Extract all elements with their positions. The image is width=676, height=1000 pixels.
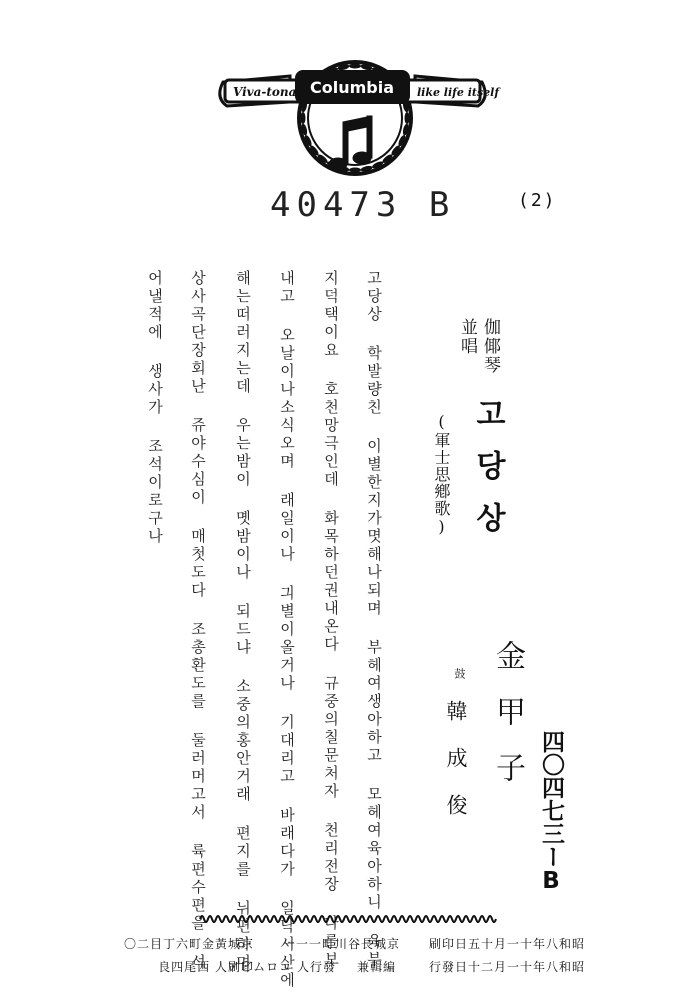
drummer-name: 韓成俊 — [444, 700, 468, 841]
logo-left-text: Viva-tonal — [233, 85, 301, 99]
imprint-printer-address: 京城黃金町六丁目二〇 — [123, 937, 254, 951]
imprint-printer: 印刷人 西尾四良 — [158, 960, 254, 974]
lyric-line-2: 지덕택이요 호천망극인데 화목하던권내온다 규중의칠문처자 천리전장 나를보 — [322, 270, 340, 969]
imprint-print-date: 昭和八年十一月十五日印刷 — [428, 937, 585, 951]
laurel-leaf — [405, 112, 410, 124]
logo-brand-text: Columbia — [309, 78, 395, 97]
laurel-leaf — [349, 168, 361, 173]
music-note-icon — [329, 116, 372, 170]
imprint-editor-address: 京城長谷川町一一一 — [282, 937, 400, 951]
song-subtitle: (軍士思鄕歌) — [432, 412, 451, 537]
imprint-editor-label: 編輯兼 — [356, 960, 396, 974]
columbia-logo — [215, 40, 500, 180]
imprint-publish-date: 昭和八年十一月二十日發行 — [428, 960, 585, 974]
lyric-line-6: 어낼적에 생사가 조석이로구나 — [146, 270, 164, 546]
side-number: (2) — [518, 190, 557, 211]
genre-line-2: 並唱 — [457, 318, 477, 356]
lyric-line-5: 상사곡단장회난 쥬야수심이 매첫도다 조총환도를 둘러머고서 륙편수편을 석 — [189, 270, 207, 972]
record-number: 40473 B — [270, 185, 456, 225]
genre-line-1: 伽倻琴 — [480, 318, 500, 375]
lyric-line-1: 고당상 학발량친 이별한지가몃해나되며 부헤여생아하고 모헤여육아하니 육부 — [365, 270, 383, 969]
drum-label: 鼓 — [453, 668, 466, 679]
lyric-line-3: 내고 오날이나소식오며 래일이나 긔별이올거나 기대리고 바래다가 일낙서산에 — [278, 270, 296, 990]
logo-right-text: like life itself — [417, 86, 500, 99]
laurel-leaf — [301, 112, 306, 124]
song-title: 고당상 — [470, 398, 505, 554]
laurel-leaf — [349, 64, 361, 69]
imprint-publisher: 發行人 コロムビア — [227, 960, 336, 974]
catalog-number-vertical: 四〇四七三ーB — [538, 730, 564, 894]
wavy-divider — [200, 912, 490, 926]
lyric-line-4: 해는떠러지는데 우는밤이 몟밤이나 되드냐 소중의홍안거래 편지를 뉘편하며 — [234, 270, 252, 972]
singer-name: 金甲子 — [490, 640, 525, 808]
